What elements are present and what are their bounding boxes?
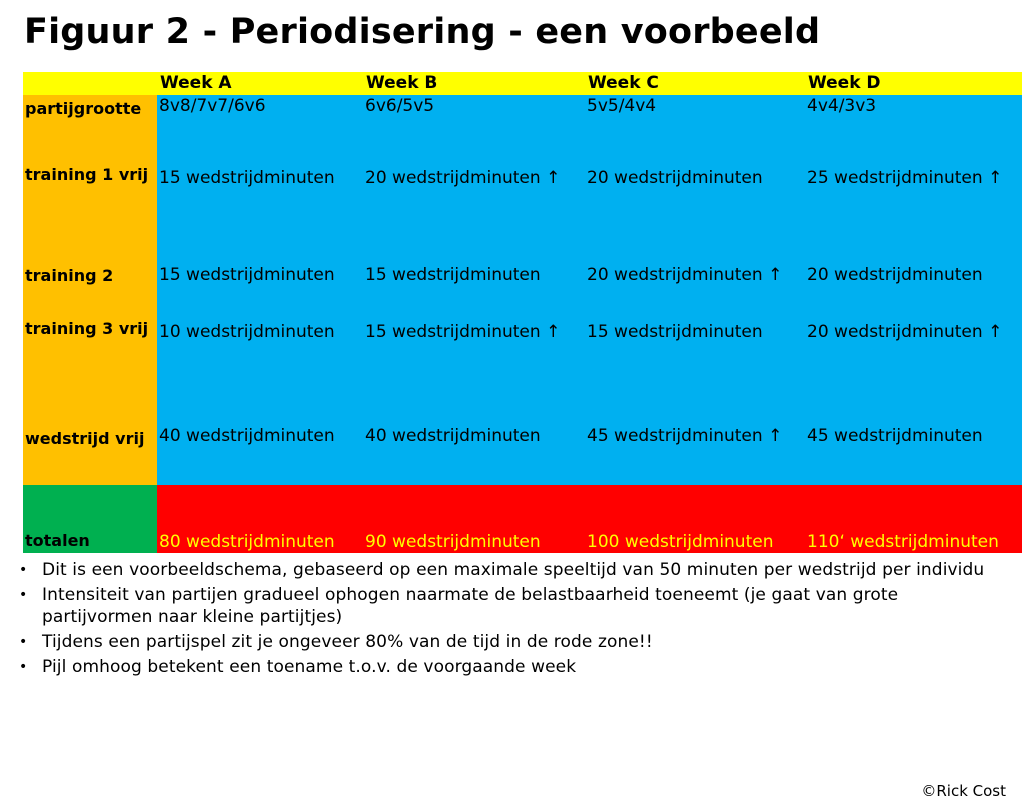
totals-cell: 80 wedstrijdminuten: [157, 485, 363, 553]
totals-cell: 90 wedstrijdminuten: [363, 485, 585, 553]
table-cell: 4v4/3v3: [805, 95, 1022, 145]
table-row: [23, 253, 1022, 303]
page-title: Figuur 2 - Periodisering - een voorbeeld: [24, 12, 821, 52]
table-cell: 40 wedstrijdminuten: [157, 413, 363, 485]
row-label-training-2: training 2: [23, 253, 157, 303]
totals-cell: 100 wedstrijdminuten: [585, 485, 805, 553]
table-cell: 6v6/5v5: [363, 95, 585, 145]
table-cell: 20 wedstrijdminuten ↑: [585, 253, 805, 303]
copyright-notice: ©Rick Cost: [921, 782, 1006, 800]
table-cell: 15 wedstrijdminuten: [157, 145, 363, 253]
table-cell: 5v5/4v4: [585, 95, 805, 145]
table-cell: 20 wedstrijdminuten: [805, 253, 1022, 303]
table-cell: 20 wedstrijdminuten ↑: [805, 303, 1022, 413]
bullet-icon: •: [19, 562, 28, 578]
totals-row: [23, 485, 1022, 553]
table-cell: 40 wedstrijdminuten: [363, 413, 585, 485]
note-text: Pijl omhoog betekent een toename t.o.v. de voorgaande week: [42, 657, 577, 677]
table-row: [23, 145, 1022, 253]
table-cell: 15 wedstrijdminuten: [157, 253, 363, 303]
table-cell: 15 wedstrijdminuten ↑: [363, 303, 585, 413]
table-cell: 15 wedstrijdminuten: [585, 303, 805, 413]
table-cell: 8v8/7v7/6v6: [157, 95, 363, 145]
row-label-partijgrootte: partijgrootte: [23, 95, 157, 145]
header-week-c: Week C: [585, 72, 805, 95]
table-cell: 25 wedstrijdminuten ↑: [805, 145, 1022, 253]
list-item: [16, 584, 1006, 628]
header-week-a: Week A: [157, 72, 363, 95]
bullet-icon: •: [19, 587, 28, 603]
bullet-icon: •: [19, 634, 28, 650]
list-item: [16, 631, 1006, 653]
table-row: [23, 95, 1022, 145]
totals-cell: 110‘ wedstrijdminuten: [805, 485, 1022, 553]
periodisation-table: [23, 72, 1022, 553]
bullet-icon: •: [19, 659, 28, 675]
header-week-b: Week B: [363, 72, 585, 95]
table-cell: 20 wedstrijdminuten: [585, 145, 805, 253]
note-text: Tijdens een partijspel zit je ongeveer 80% van de tijd in de rode zone!!: [42, 632, 653, 652]
list-item: [16, 559, 1006, 581]
row-label-training-1: training 1 vrij: [23, 145, 157, 253]
table-cell: 45 wedstrijdminuten ↑: [585, 413, 805, 485]
row-label-wedstrijd: wedstrijd vrij: [23, 413, 157, 485]
table-header-row: [23, 72, 1022, 95]
list-item: [16, 656, 1006, 678]
notes-list: [16, 559, 1006, 681]
note-text: Dit is een voorbeeldschema, gebaseerd op een maximale speeltijd van 50 minuten per wedstrijd per individu: [42, 560, 985, 580]
note-text: Intensiteit van partijen gradueel ophogen naarmate de belastbaarheid toeneemt (je gaat van grote partijvormen naar kleine partijtjes): [42, 585, 899, 627]
table-cell: 45 wedstrijdminuten: [805, 413, 1022, 485]
header-corner: [23, 72, 157, 95]
table-cell: 10 wedstrijdminuten: [157, 303, 363, 413]
table-row: [23, 413, 1022, 485]
row-label-training-3: training 3 vrij: [23, 303, 157, 413]
header-week-d: Week D: [805, 72, 1022, 95]
table-row: [23, 303, 1022, 413]
table-cell: 20 wedstrijdminuten ↑: [363, 145, 585, 253]
row-label-totalen: totalen: [23, 485, 157, 553]
table-cell: 15 wedstrijdminuten: [363, 253, 585, 303]
